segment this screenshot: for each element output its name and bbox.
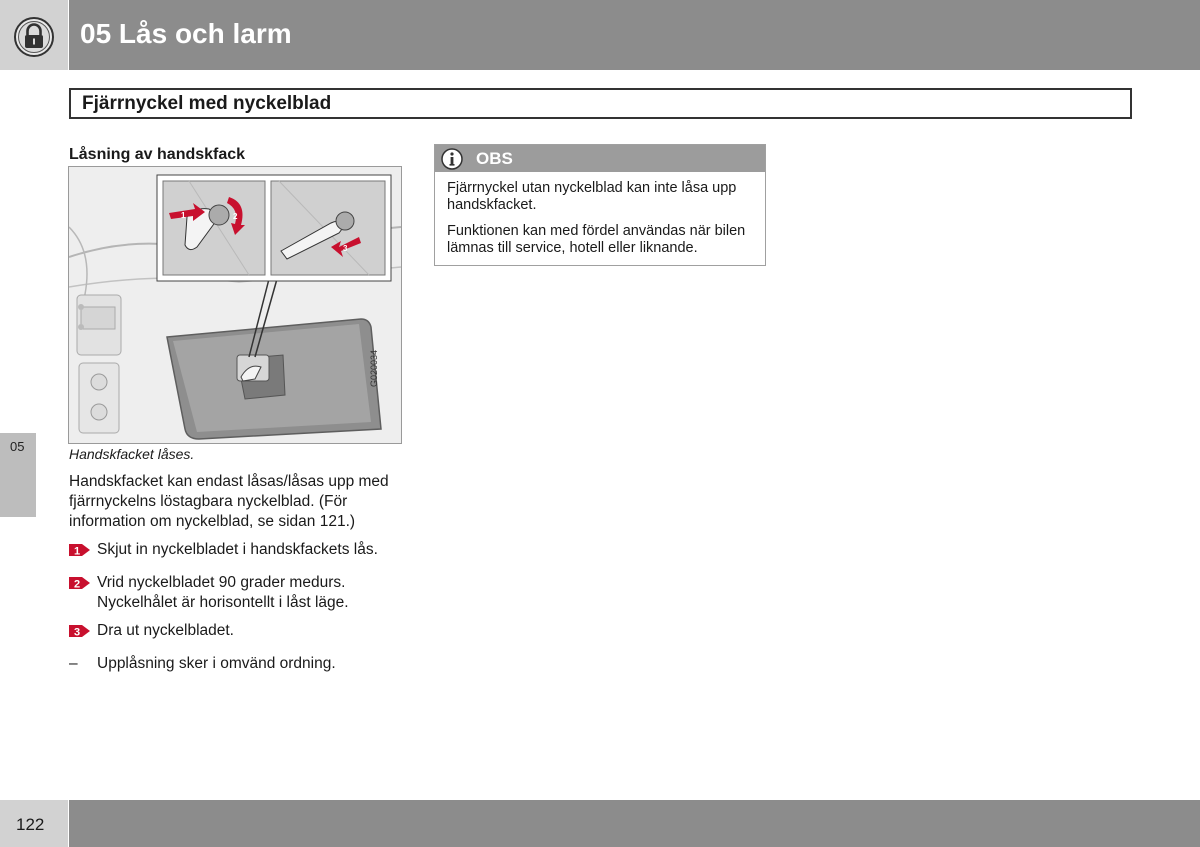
chapter-tab[interactable] [0,433,36,517]
lock-icon [13,16,55,58]
svg-text:1: 1 [74,545,81,558]
step-2-text: Vrid nyckelbladet 90 grader medurs. Nyckelhålet är horisontellt i låst läge. [97,574,349,611]
chapter-tab-label: 05 [10,439,25,454]
section-title-box [69,88,1132,119]
obs-label: OBS [476,149,513,168]
svg-text:3: 3 [74,626,81,639]
subsection-title: Låsning av handskfack [69,146,246,163]
obs-paragraph-1: Fjärrnyckel utan nyckelblad kan inte låsa upp handskfacket. [447,180,737,213]
glovebox-drawing [69,167,401,443]
page-number: 122 [16,815,45,834]
step-1 [69,540,404,562]
dash-marker: – [69,655,78,672]
obs-paragraph-2: Funktionen kan med fördel användas när bilen lämnas till service, hotell eller liknande. [447,223,746,256]
step-2 [69,573,404,615]
step-1-text: Skjut in nyckelbladet i handskfackets lås. [97,541,378,558]
glovebox-illustration [68,166,402,444]
obs-note-box [434,144,766,266]
step-3-text: Dra ut nyckelbladet. [97,622,234,639]
step-3-arrow-icon [69,623,91,639]
intro-paragraph: Handskfacket kan endast låsas/låsas upp med fjärrnyckelns löstagbara nyckelblad. (För information om nyckelblad, se sidan 121.) [69,473,389,530]
footer-bar [69,800,1200,847]
step-1-arrow-icon [69,542,91,558]
section-title: Fjärrnyckel med nyckelblad [82,93,332,114]
svg-text:3: 3 [343,244,348,253]
obs-header [435,145,765,172]
info-icon [441,148,463,170]
chapter-title: 05 Lås och larm [80,18,292,49]
figure-caption: Handskfacket låses. [69,446,195,462]
svg-text:2: 2 [74,578,81,591]
figure-code: G020034 [369,349,379,387]
step-2-arrow-icon [69,575,91,591]
dash-item-text: Upplåsning sker i omvänd ordning. [97,655,336,672]
dash-list-item [69,654,404,676]
svg-text:1: 1 [181,211,186,220]
svg-text:2: 2 [233,212,238,221]
step-3 [69,621,404,643]
